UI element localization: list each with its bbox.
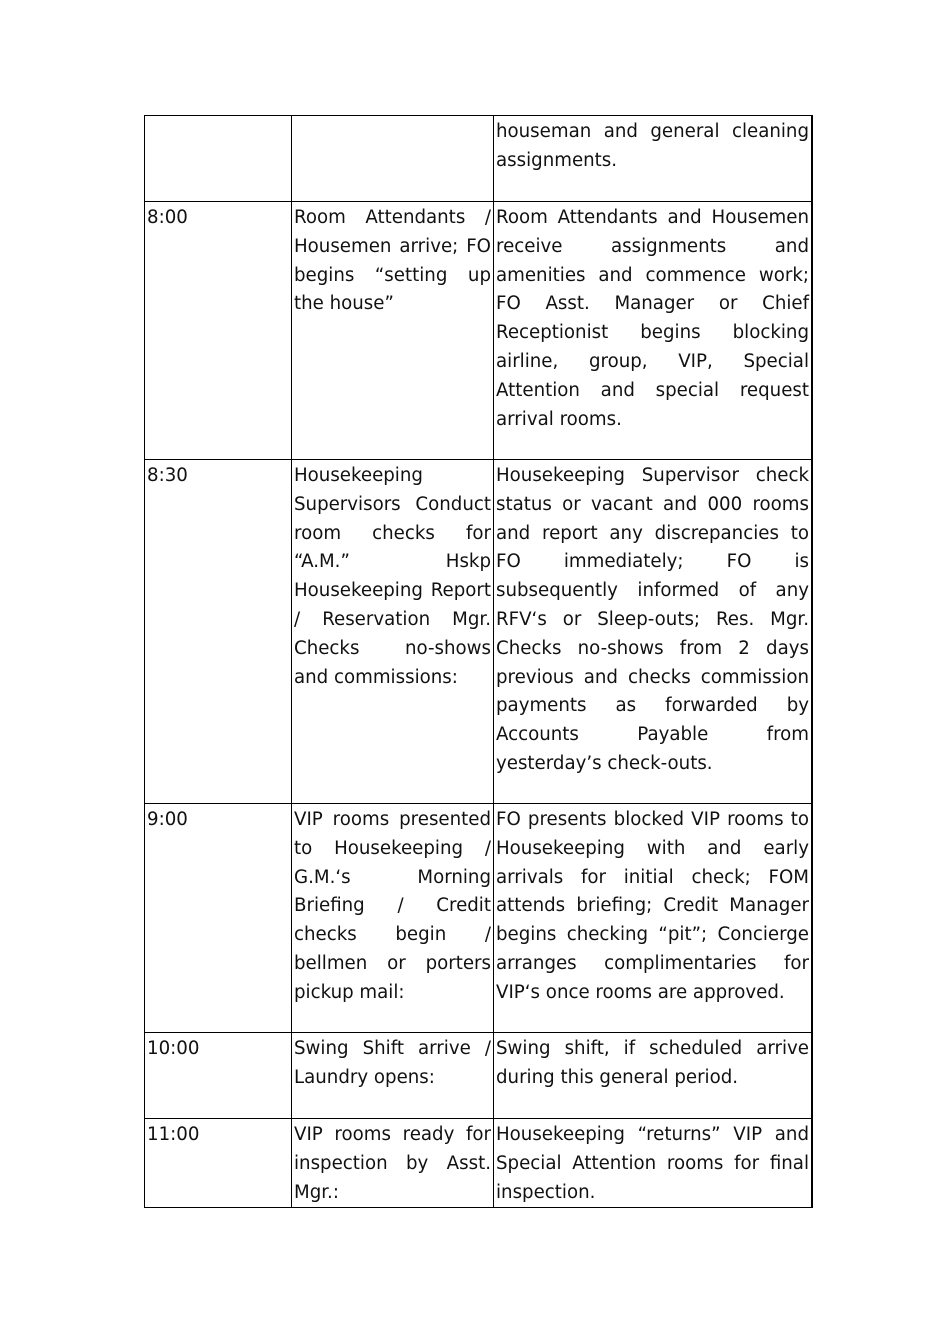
event-cell: VIP rooms ready for inspection by Asst. Mgr.: [292,1119,494,1208]
time-cell: 10:00 [145,1033,292,1119]
time-cell: 11:00 [145,1119,292,1208]
event-cell [292,116,494,202]
table-row [145,1033,813,1119]
description-cell: Housekeeping Supervisor check status or vacant and 000 rooms and report any discrepancies to FO immediately; FO is subsequently informed of any RFV‘s or Sleep-outs; Res. Mgr. Checks no-shows from 2 days previous and checks commission payments as forwarded by Accounts Payable from yesterday’s check-outs. [494,460,813,804]
table-row [145,1119,813,1208]
event-cell: VIP rooms presented to Housekeeping / G.M.‘s Morning Briefing / Credit checks begin / bellmen or porters pickup mail: [292,804,494,1033]
time-cell: 8:00 [145,202,292,460]
description-cell: houseman and general cleaning assignments. [494,116,813,202]
event-cell: Housekeeping Supervisors Conduct room checks for “A.M.” Hskp Housekeeping Report / Reservation Mgr. Checks no-shows and commissions: [292,460,494,804]
description-cell: Housekeeping “returns” VIP and Special Attention rooms for final inspection. [494,1119,813,1208]
event-cell: Room Attendants / Housemen arrive; FO begins “setting up the house” [292,202,494,460]
table-row [145,116,813,202]
description-cell: Room Attendants and Housemen receive assignments and amenities and commence work; FO Asst. Manager or Chief Receptionist begins blocking airline, group, VIP, Special Attention and special request arrival rooms. [494,202,813,460]
event-cell: Swing Shift arrive / Laundry opens: [292,1033,494,1119]
table-row [145,460,813,804]
time-cell [145,116,292,202]
time-cell: 8:30 [145,460,292,804]
description-cell: Swing shift, if scheduled arrive during this general period. [494,1033,813,1119]
description-cell: FO presents blocked VIP rooms to Housekeeping with and early arrivals for initial check; FOM attends briefing; Credit Manager begins checking “pit”; Concierge arranges complimentaries for VIP‘s once rooms are approved. [494,804,813,1033]
daily-schedule-table [144,115,813,1208]
table-row [145,202,813,460]
table-row [145,804,813,1033]
time-cell: 9:00 [145,804,292,1033]
